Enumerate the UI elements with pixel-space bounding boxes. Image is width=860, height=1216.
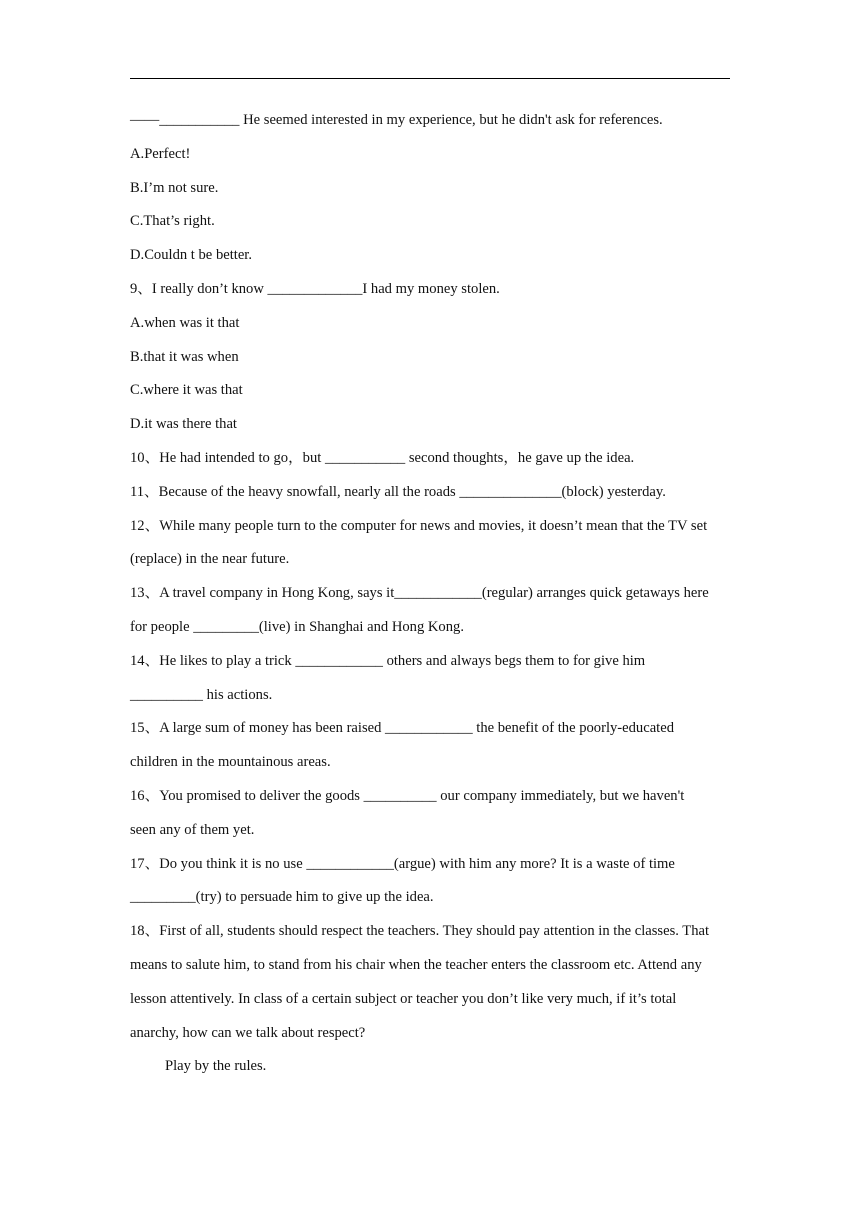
text-line: ——___________ He seemed interested in my experience, but he didn't ask for references. [130, 112, 663, 128]
question-18-cont: anarchy, how can we talk about respect? [130, 1024, 366, 1041]
question-13-cont: for people _________(live) in Shanghai and Hong Kong. [130, 618, 464, 635]
question-11: 11、Because of the heavy snowfall, nearly all the roads ______________(block) yesterday. [130, 483, 666, 500]
option-c: C.where it was that [130, 382, 243, 399]
option-b: B.that it was when [130, 348, 239, 365]
question-15-cont: children in the mountainous areas. [130, 754, 331, 771]
question-18-cont: means to salute him, to stand from his chair when the teacher enters the classroom etc. Attend any [130, 956, 702, 973]
option-b: B.I’m not sure. [130, 179, 219, 196]
question-9: 9、I really don’t know _____________I had my money stolen. [130, 280, 500, 297]
option-d: D.Couldn t be better. [130, 247, 253, 264]
question-17: 17、Do you think it is no use ____________(argue) with him any more? It is a waste of time [130, 855, 675, 872]
question-10: 10、He had intended to go，but ___________ second thoughts，he gave up the idea. [130, 449, 635, 466]
question-18-cont: lesson attentively. In class of a certain subject or teacher you don’t like very much, if it’s total [130, 990, 677, 1007]
header-rule [130, 78, 730, 79]
question-13: 13、A travel company in Hong Kong, says it____________(regular) arranges quick getaways here [130, 585, 709, 602]
question-14: 14、He likes to play a trick ____________ others and always begs them to for give him [130, 652, 646, 669]
option-a: A.when was it that [130, 314, 240, 331]
question-16: 16、You promised to deliver the goods __________ our company immediately, but we haven't [130, 787, 685, 804]
option-d: D.it was there that [130, 416, 237, 433]
option-a: A.Perfect! [130, 145, 191, 162]
question-14-cont: __________ his actions. [130, 686, 273, 703]
question-12-cont: (replace) in the near future. [130, 551, 290, 568]
question-12: 12、While many people turn to the computer for news and movies, it doesn’t mean that the TV set [130, 517, 708, 534]
question-18: 18、First of all, students should respect the teachers. They should pay attention in the classes. That [130, 923, 710, 940]
paragraph-indented: Play by the rules. [165, 1058, 267, 1075]
question-15: 15、A large sum of money has been raised ____________ the benefit of the poorly-educated [130, 720, 675, 737]
question-17-cont: _________(try) to persuade him to give up the idea. [130, 889, 434, 906]
document-body [130, 104, 732, 1084]
question-16-cont: seen any of them yet. [130, 821, 255, 838]
option-c: C.That’s right. [130, 213, 215, 230]
